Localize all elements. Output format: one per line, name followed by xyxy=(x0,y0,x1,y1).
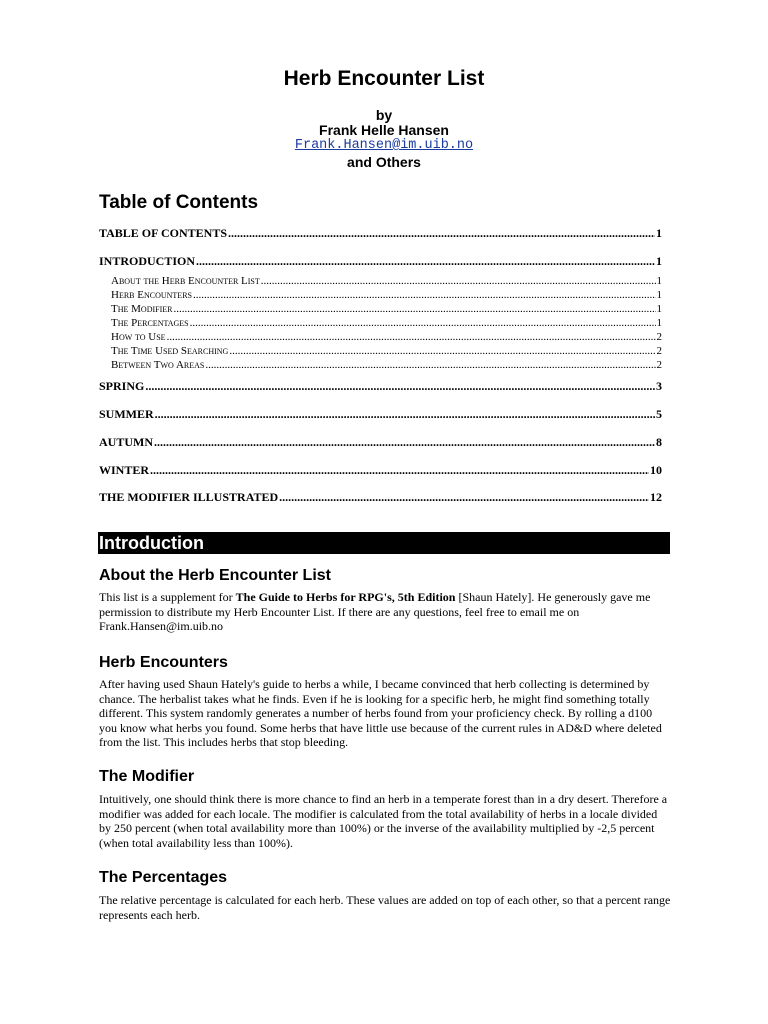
author-email-text[interactable]: Frank.Hansen@im.uib.no xyxy=(294,138,474,153)
toc-leader-dots xyxy=(154,435,655,449)
toc-entry-page: 1 xyxy=(656,226,662,240)
book-title: The Guide to Herbs for RPG's, 5th Edition xyxy=(235,590,456,604)
toc-entry-label: Between Two Areas xyxy=(111,359,205,371)
toc-entry-page: 1 xyxy=(656,289,662,301)
toc-entry[interactable] xyxy=(99,254,662,268)
toc-entry[interactable] xyxy=(111,358,662,372)
toc-entry[interactable] xyxy=(111,344,662,358)
toc-entry-page: 2 xyxy=(656,359,662,371)
toc-leader-dots xyxy=(145,379,655,393)
toc-entry-label: AUTUMN xyxy=(99,435,153,449)
toc-entry[interactable] xyxy=(99,407,662,421)
toc-entry[interactable] xyxy=(99,490,662,504)
section-heading-introduction: Introduction xyxy=(98,532,670,554)
toc-entry-label: The Modifier xyxy=(111,303,173,315)
toc-entry-label: The Time Used Searching xyxy=(111,345,229,357)
toc-leader-dots xyxy=(173,302,655,316)
toc-entry[interactable] xyxy=(111,330,662,344)
toc-entry-label: INTRODUCTION xyxy=(99,254,196,268)
toc-leader-dots xyxy=(228,226,655,240)
byline-by: by xyxy=(375,107,393,123)
toc-entry-page: 2 xyxy=(656,331,662,343)
paragraph-herb-encounters: After having used Shaun Hately's guide to herbs a while, I became convinced that herb collecting is determined by chance. The herbalist takes what he finds. Even if he is looking for a specific herb, he might find something totally different. This system randomly generates a number of herbs found from your proficiency check. By rolling a d100 you know what herbs you found. Some herbs that have little use because of the current rules in AD&D where deleted from the list. This includes herbs that stop bleeding. xyxy=(99,677,662,749)
toc-entry-page: 3 xyxy=(656,379,662,393)
toc-leader-dots xyxy=(155,407,655,421)
toc-leader-dots xyxy=(167,330,656,344)
toc-entry[interactable] xyxy=(99,379,662,393)
toc-entry[interactable] xyxy=(111,316,662,330)
toc-entry-label: About the Herb Encounter List xyxy=(111,275,260,287)
toc-leader-dots xyxy=(205,358,655,372)
toc-leader-dots xyxy=(193,288,656,302)
toc-leader-dots xyxy=(279,490,649,504)
toc-leader-dots xyxy=(229,344,655,358)
document-title: Herb Encounter List xyxy=(283,67,485,90)
toc-entry-page: 8 xyxy=(656,435,662,449)
toc-leader-dots xyxy=(150,463,649,477)
heading-herb-encounters: Herb Encounters xyxy=(99,654,228,671)
heading-percentages: The Percentages xyxy=(99,869,228,886)
toc-entry-page: 1 xyxy=(656,275,662,287)
toc-entry-page: 10 xyxy=(650,463,662,477)
paragraph-about xyxy=(99,590,671,634)
toc-entry-page: 1 xyxy=(656,317,662,329)
toc-entry-label: SUMMER xyxy=(99,407,154,421)
toc-entry-label: WINTER xyxy=(99,463,150,477)
heading-about: About the Herb Encounter List xyxy=(99,567,331,584)
paragraph-percentages: The relative percentage is calculated for each herb. These values are added on top of each other, so that a percent range represents each herb. xyxy=(99,893,671,922)
byline-others: and Others xyxy=(347,154,421,170)
toc-entry[interactable] xyxy=(99,463,662,477)
toc-entry-label: How to Use xyxy=(111,331,166,343)
about-text-after: [Shaun Hately]. He generously gave me permission to distribute my Herb Encounter List. If there are any questions, feel free to email me on Frank.Hansen@im.uib.no xyxy=(99,590,651,633)
toc-entry-label: THE MODIFIER ILLUSTRATED xyxy=(99,490,279,504)
heading-modifier: The Modifier xyxy=(99,768,195,785)
toc-entry-page: 1 xyxy=(656,254,662,268)
author-name: Frank Helle Hansen xyxy=(319,122,449,138)
toc-entry-page: 5 xyxy=(656,407,662,421)
toc-leader-dots xyxy=(190,316,656,330)
toc-entry-label: SPRING xyxy=(99,379,145,393)
toc-entry-page: 12 xyxy=(650,490,662,504)
toc-leader-dots xyxy=(261,274,656,288)
toc-entry-label: TABLE OF CONTENTS xyxy=(99,226,228,240)
toc-entry[interactable] xyxy=(111,302,662,316)
author-email-link[interactable] xyxy=(0,138,768,153)
paragraph-modifier: Intuitively, one should think there is more chance to find an herb in a temperate forest than in a dry desert. Therefore a modifier was added for each locale. The modifier is calculated from the total availability of herbs in a locale divided by 250 percent (when total availability more than 100%) or the inverse of the availability multiplied by -2,5 percent (when total availability less than 100%). xyxy=(99,792,668,850)
toc-entry[interactable] xyxy=(99,226,662,240)
toc-entry-page: 1 xyxy=(656,303,662,315)
toc-entry[interactable] xyxy=(111,274,662,288)
toc-heading: Table of Contents xyxy=(99,192,259,213)
toc-entry-label: The Percentages xyxy=(111,317,189,329)
toc-entry-label: Herb Encounters xyxy=(111,289,192,301)
about-text-before: This list is a supplement for xyxy=(99,590,236,604)
toc-leader-dots xyxy=(196,254,655,268)
toc-entry[interactable] xyxy=(111,288,662,302)
toc-entry-page: 2 xyxy=(656,345,662,357)
toc-entry[interactable] xyxy=(99,435,662,449)
